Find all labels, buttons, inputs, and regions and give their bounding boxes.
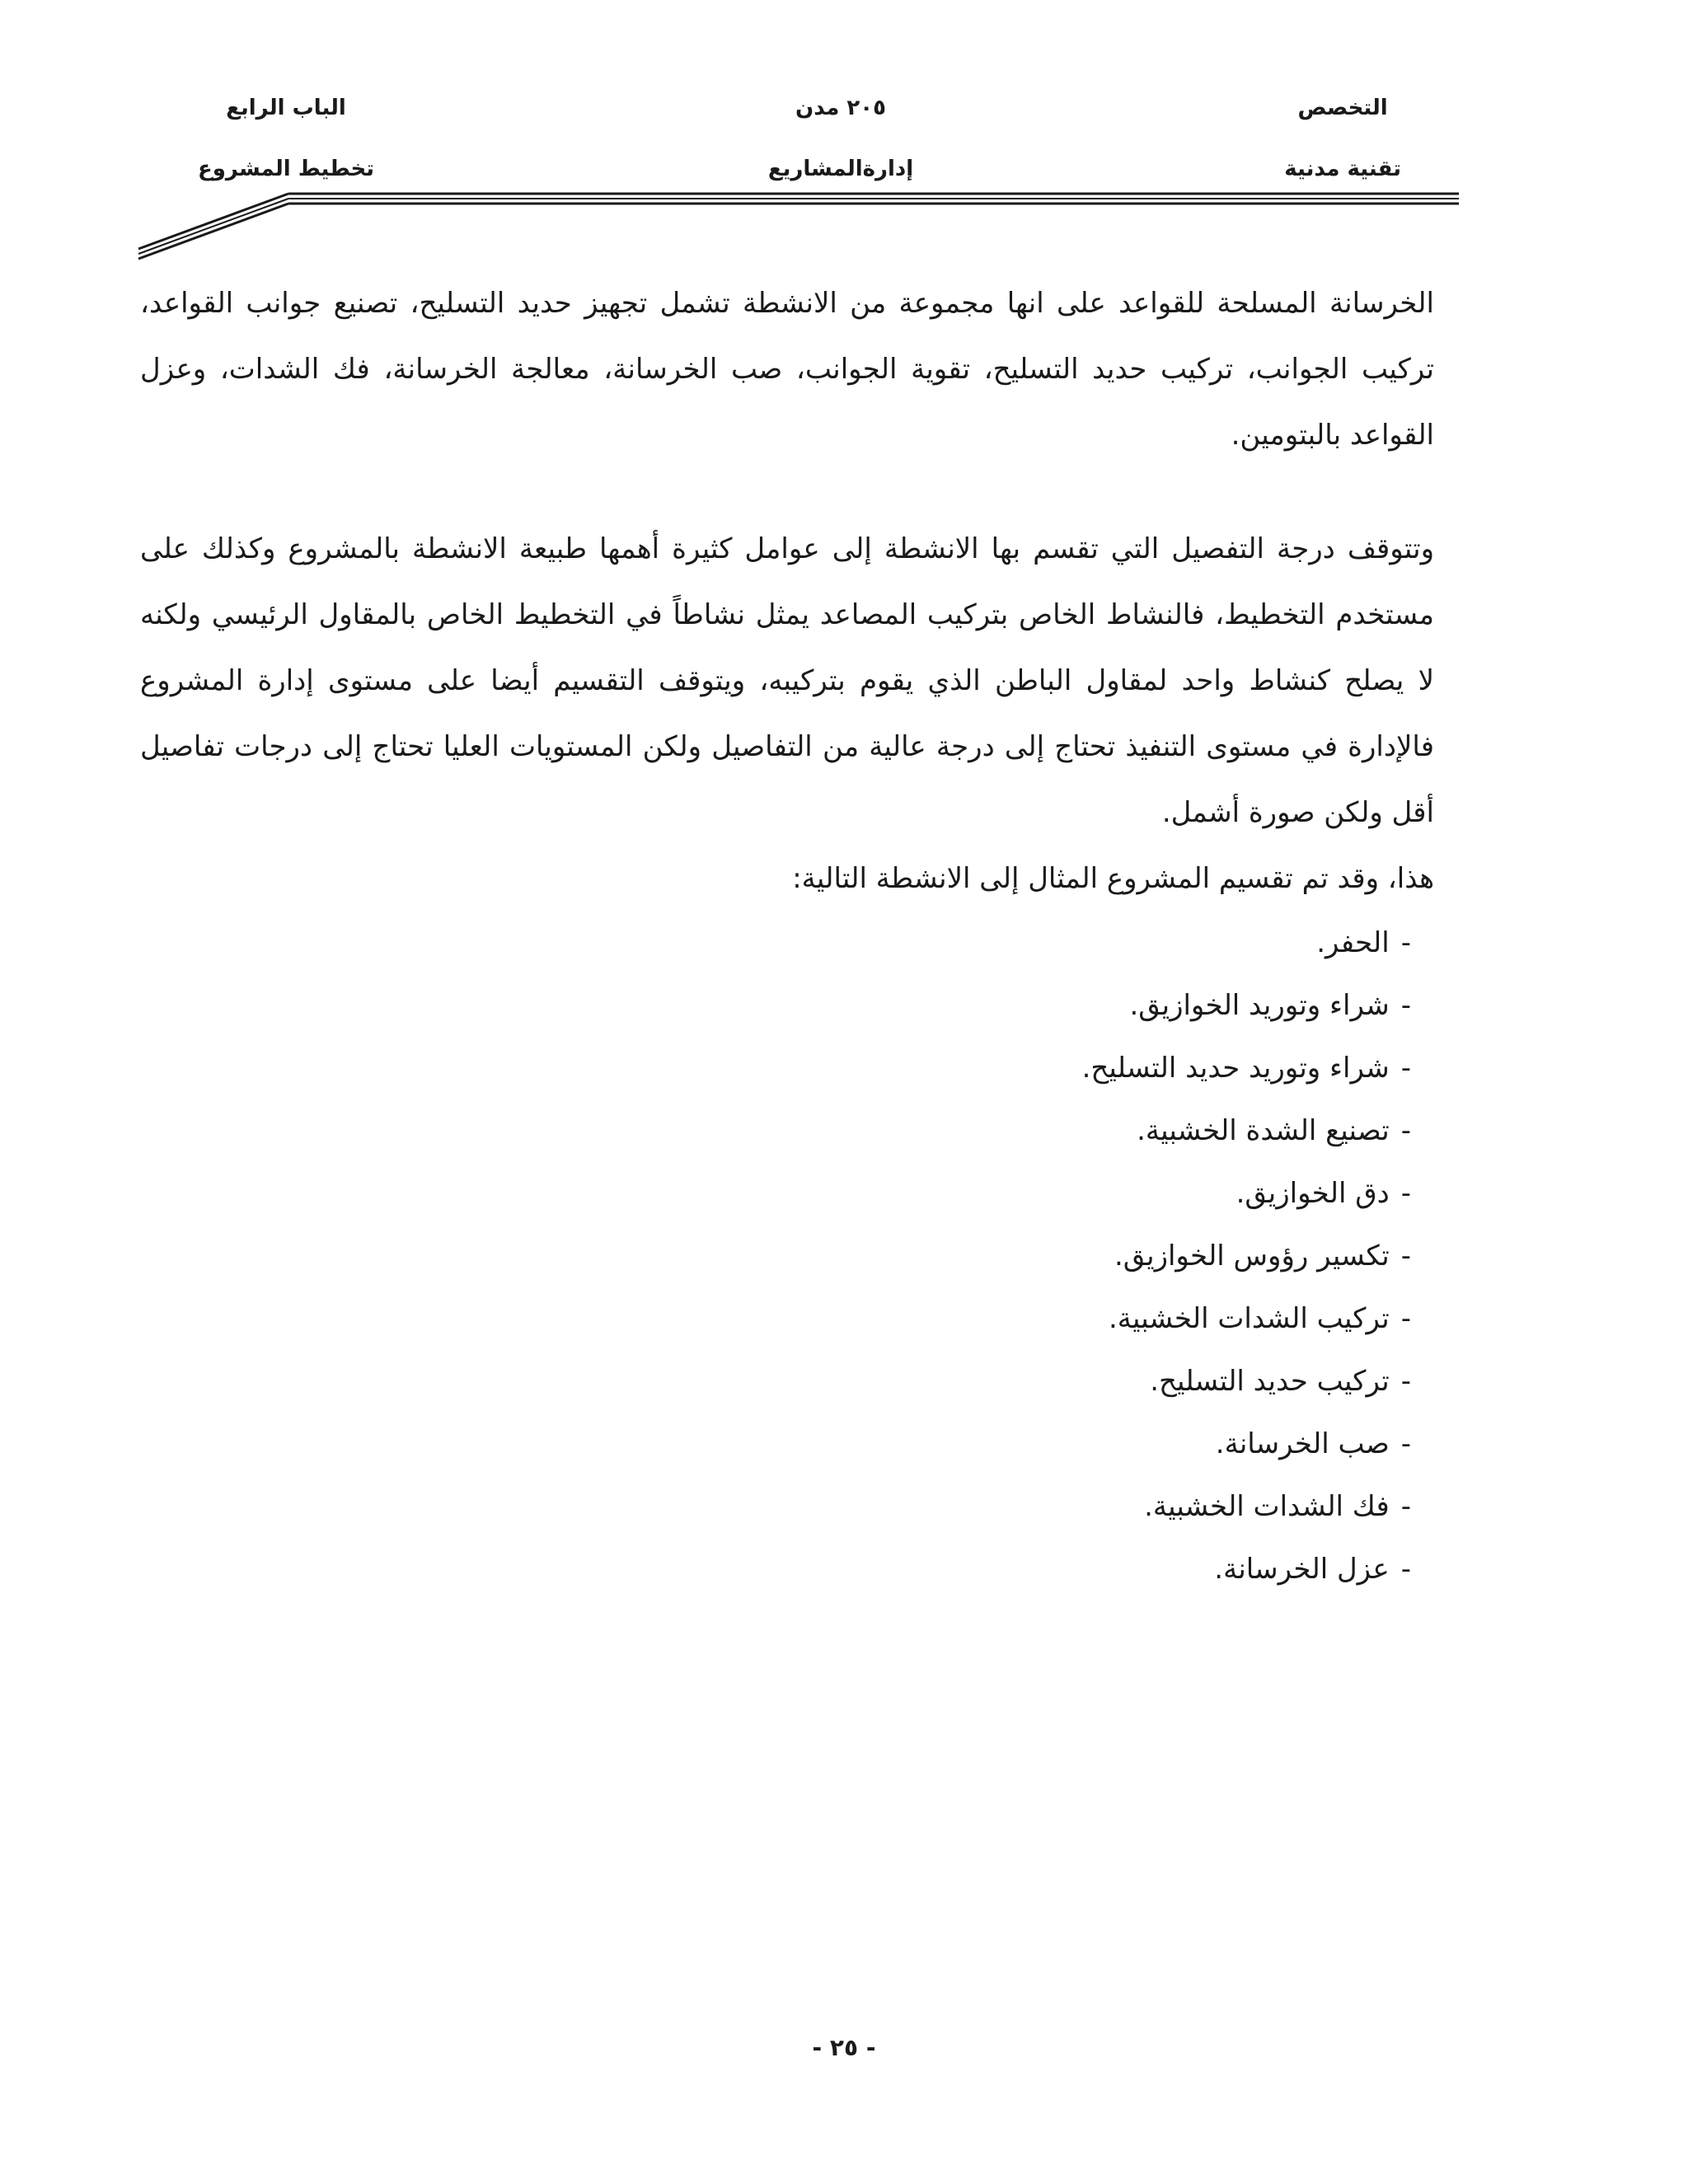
header-specialization-value: تقنية مدنية — [1284, 157, 1401, 181]
header-course — [750, 97, 931, 180]
header-specialization-label: التخصص — [1297, 96, 1388, 120]
paragraph-activities-definition: الخرسانة المسلحة للقواعد على انها مجموعة من الانشطة تشمل تجهيز حديد التسليح، تصنيع جوانب القواعد، تركيب الجوانب، تركيب حديد التسليح، تقوية الجوانب، صب الخرسانة، معالجة الخرسانة، فك الشدات، وعزل القواعد بالبتومين. — [140, 287, 1434, 452]
list-item: -فك الشدات الخشبية. — [1144, 1490, 1411, 1523]
activities-intro: هذا، وقد تم تقسيم المشروع المثال إلى الانشطة التالية: — [792, 862, 1434, 895]
header-chapter-title: تخطيط المشروع — [198, 157, 374, 181]
list-item: -شراء وتوريد حديد التسليح. — [1081, 1052, 1411, 1085]
list-item: -دق الخوازيق. — [1236, 1177, 1411, 1210]
header-chapter — [198, 97, 374, 180]
header-course-code: ٢٠٥ مدن — [795, 96, 886, 120]
list-item: -صب الخرسانة. — [1215, 1427, 1411, 1460]
paragraph-detail-level: وتتوقف درجة التفصيل التي تقسم بها الانشطة إلى عوامل كثيرة أهمها طبيعة الانشطة بالمشروع وكذلك على مستخدم التخطيط، فالنشاط الخاص بتركيب المصاعد يمثل نشاطاً في التخطيط الخاص بالمقاول الرئيسي ولكنه لا يصلح كنشاط واحد لمقاول الباطن الذي يقوم بتركيبه، ويتوقف التقسيم أيضا على مستوى إدارة المشروع فالإدارة في مستوى التنفيذ تحتاج إلى درجة عالية من التفاصيل ولكن المستويات العليا تحتاج إلى درجات تفاصيل أقل ولكن صورة أشمل. — [140, 532, 1434, 829]
list-item: -شراء وتوريد الخوازيق. — [1129, 989, 1411, 1022]
header-course-name: إدارةالمشاريع — [767, 157, 914, 181]
list-item: -تكسير رؤوس الخوازيق. — [1114, 1240, 1411, 1272]
activities-list — [140, 912, 1434, 1601]
header-divider-rule — [132, 181, 1467, 264]
list-item: -الحفر. — [1316, 926, 1411, 959]
list-item: -تصنيع الشدة الخشبية. — [1137, 1114, 1411, 1147]
header-chapter-number: الباب الرابع — [226, 96, 346, 120]
header-specialization — [1284, 97, 1401, 180]
list-item: -تركيب حديد التسليح. — [1150, 1365, 1411, 1398]
list-item: -عزل الخرسانة. — [1214, 1553, 1411, 1586]
page-body — [140, 270, 1434, 1601]
page-number: - ٢٥ - — [812, 2034, 876, 2061]
list-item: -تركيب الشدات الخشبية. — [1108, 1302, 1411, 1335]
